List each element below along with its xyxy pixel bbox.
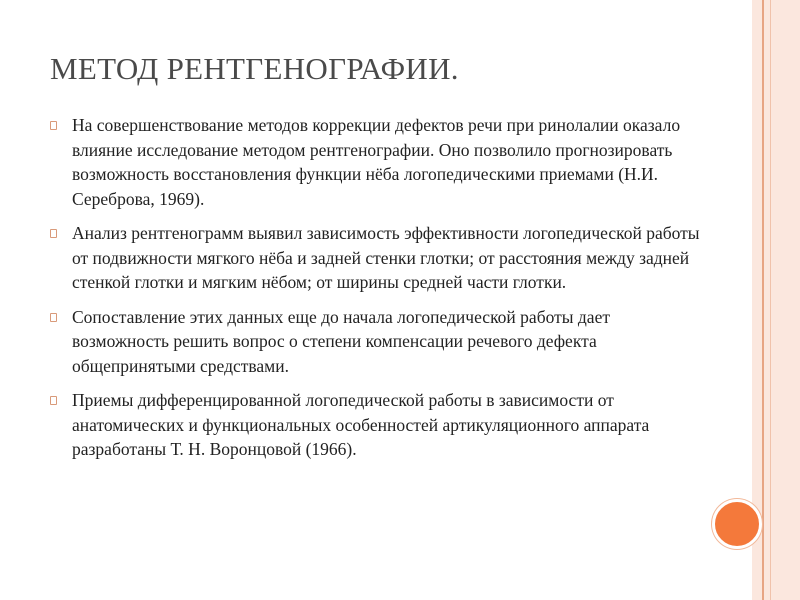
- bullet-item: [50, 305, 710, 379]
- bullet-box-icon: [50, 396, 57, 405]
- bullet-box-icon: [50, 229, 57, 238]
- bullet-box-icon: [50, 121, 57, 130]
- bullet-text: Сопоставление этих данных еще до начала логопедической работы дает возможность решить вопрос о степени компенсации речевого дефекта общепринятыми средствами.: [72, 306, 610, 376]
- bullet-item: [50, 221, 710, 295]
- slide-content: [50, 113, 710, 472]
- bullet-item: [50, 113, 710, 211]
- decorative-circle-icon: [712, 499, 762, 549]
- slide-title: МЕТОД РЕНТГЕНОГРАФИИ.: [50, 51, 459, 86]
- bullet-text: Приемы дифференцированной логопедической работы в зависимости от анатомических и функциональных особенностей артикуляционного аппарата разработаны Т. Н. Воронцовой (1966).: [72, 390, 650, 459]
- bullet-text: На совершенствование методов коррекции дефектов речи при ринолалии оказало влияние исследование методом рентгенографии. Оно позволило прогнозировать возможность восстановления функции нёба логопедическими приемами (Н.И. Сереброва, 1969).: [72, 115, 681, 209]
- bullet-box-icon: [50, 313, 57, 322]
- right-decorative-band: [752, 0, 800, 600]
- right-decorative-line: [762, 0, 764, 600]
- bullet-text: Анализ рентгенограмм выявил зависимость эффективности логопедической работы от подвижности мягкого нёба и задней стенки глотки; от расстояния между задней стенкой глотки и мягким нёбом; от ширины средней части глотки.: [72, 223, 700, 292]
- right-decorative-line-inner: [770, 0, 771, 600]
- bullet-item: [50, 388, 710, 462]
